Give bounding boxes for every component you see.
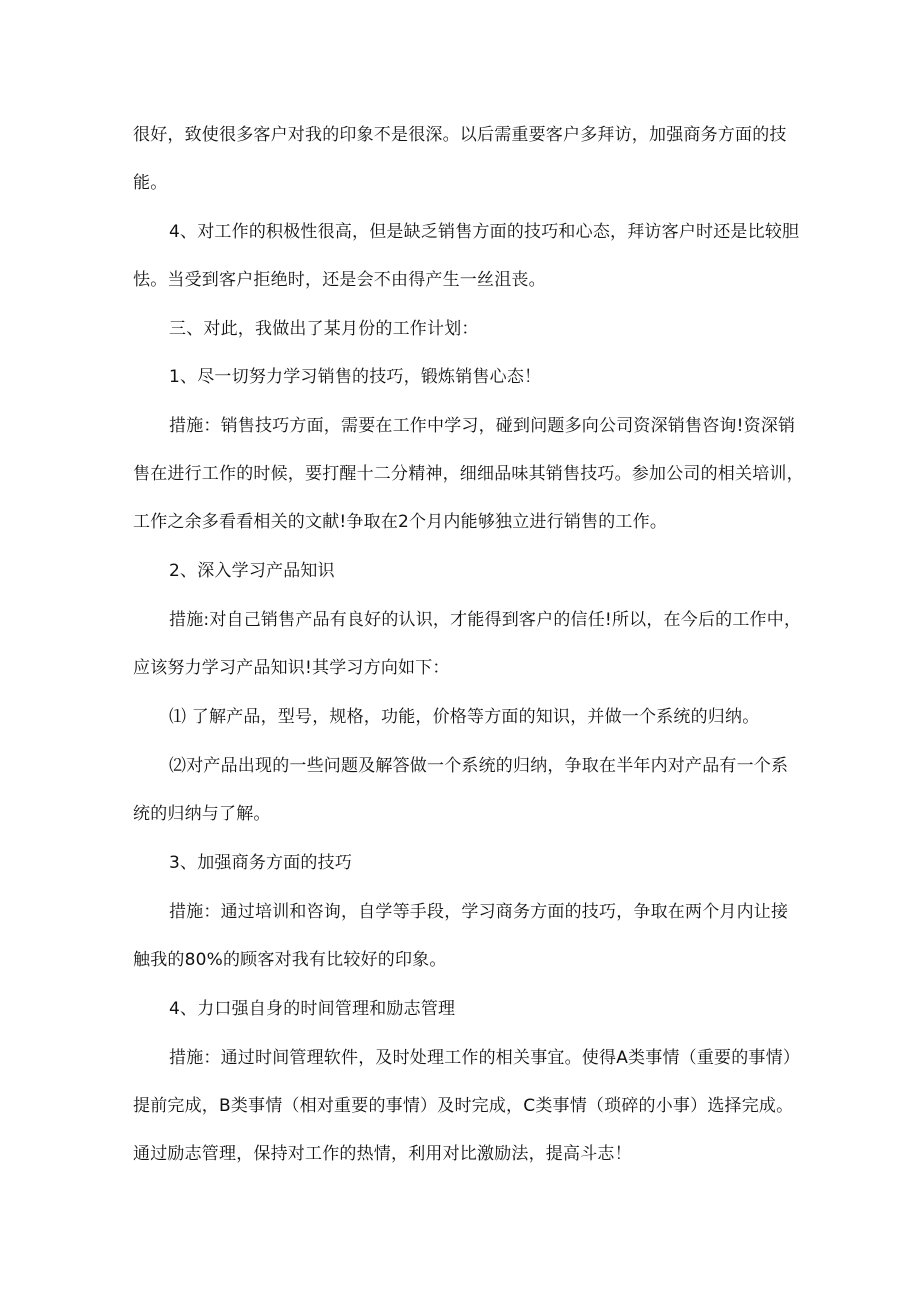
text-line: 提前完成，B类事情（相对重要的事情）及时完成，C类事情（琐碎的小事）选择完成。 xyxy=(133,1096,794,1116)
text-line: 措施：通过时间管理软件，及时处理工作的相关事宜。使得A类事情（重要的事情） xyxy=(169,1048,801,1068)
paragraph-2 xyxy=(133,208,805,304)
text-line: 售在进行工作的时候，要打醒十二分精神，细细品味其销售技巧。参加公司的相关培训， xyxy=(133,464,804,484)
section-heading xyxy=(133,305,805,353)
text-line: 能。 xyxy=(133,173,168,193)
sub-item-2 xyxy=(133,742,805,838)
text-line: 措施:对自己销售产品有良好的认识，才能得到客户的信任!所以，在今后的工作中， xyxy=(169,610,802,630)
measure-paragraph-4 xyxy=(133,1034,805,1178)
text-line: 工作之余多看看相关的文献!争取在2个月内能够独立进行销售的工作。 xyxy=(133,512,668,532)
plan-item-heading-2 xyxy=(133,547,805,595)
text-line: 怯。当受到客户拒绝时，还是会不由得产生一丝沮丧。 xyxy=(133,270,546,290)
text-line: 1、尽一切努力学习销售的技巧，锻炼销售心态！ xyxy=(169,367,542,387)
sub-item-1 xyxy=(133,693,805,741)
text-line: ⑵对产品出现的一些问题及解答做一个系统的归纳，争取在半年内对产品有一个系 xyxy=(169,756,789,776)
plan-item-heading-1 xyxy=(133,353,805,401)
plan-item-heading-3 xyxy=(133,839,805,887)
text-line: ⑴ 了解产品，型号，规格，功能，价格等方面的知识，并做一个系统的归纳。 xyxy=(169,707,760,727)
paragraph-1 xyxy=(133,111,805,207)
text-line: 4、力口强自身的时间管理和励志管理 xyxy=(169,999,456,1019)
text-line: 措施：通过培训和咨询，自学等手段，学习商务方面的技巧，争取在两个月内让接 xyxy=(169,902,789,922)
text-line: 应该努力学习产品知识!其学习方向如下： xyxy=(133,658,450,678)
text-line: 4、对工作的积极性很高，但是缺乏销售方面的技巧和心态，拜访客户时还是比较胆 xyxy=(169,222,800,242)
text-line: 3、加强商务方面的技巧 xyxy=(169,853,353,873)
text-line: 措施：销售技巧方面，需要在工作中学习，碰到问题多向公司资深销售咨询!资深销 xyxy=(169,416,796,436)
text-line: 2、深入学习产品知识 xyxy=(169,561,335,581)
text-line: 很好，致使很多客户对我的印象不是很深。以后需重要客户多拜访，加强商务方面的技 xyxy=(133,125,787,145)
text-line: 三、对此，我做出了某月份的工作计划： xyxy=(169,319,479,339)
text-line: 通过励志管理，保持对工作的热情，利用对比激励法，提高斗志！ xyxy=(133,1144,632,1164)
measure-paragraph-3 xyxy=(133,888,805,984)
measure-paragraph-2 xyxy=(133,596,805,692)
text-line: 统的归纳与了解。 xyxy=(133,804,271,824)
plan-item-heading-4 xyxy=(133,985,805,1033)
text-line: 触我的80%的顾客对我有比较好的印象。 xyxy=(133,950,447,970)
measure-paragraph-1 xyxy=(133,402,805,546)
